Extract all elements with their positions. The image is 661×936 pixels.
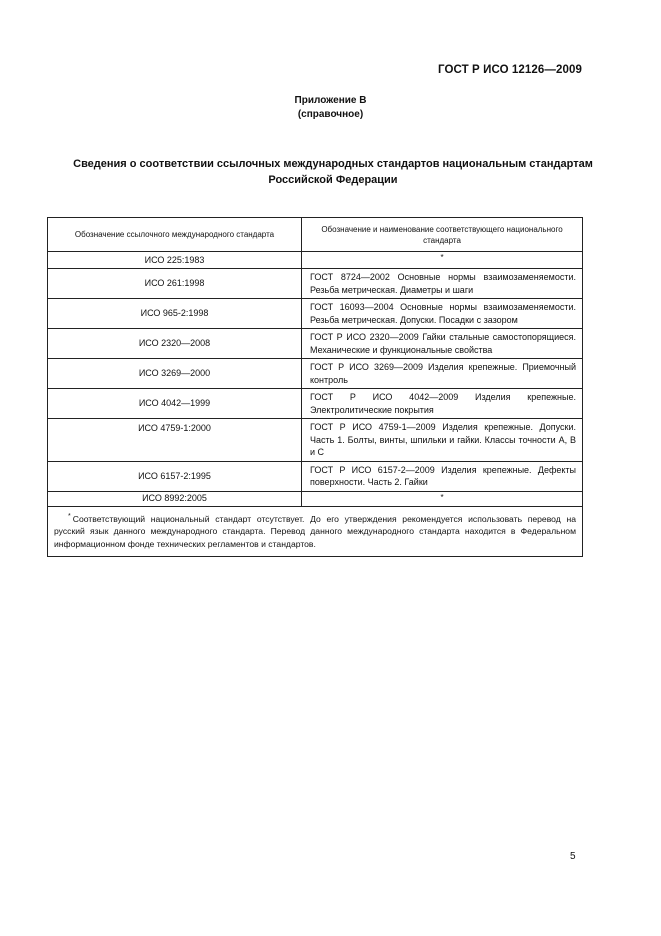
national-standard-cell: * (302, 252, 583, 269)
appendix-title: Приложение В (294, 95, 367, 106)
national-standard-cell: ГОСТ Р ИСО 2320—2009 Гайки стальные самостопорящиеся. Механические и функциональные свойства (302, 329, 583, 359)
table-row (48, 252, 583, 269)
table-row (48, 299, 583, 329)
national-standard-cell: ГОСТ Р ИСО 3269—2009 Изделия крепежные. Приемочный контроль (302, 359, 583, 389)
reference-standard-cell: ИСО 8992:2005 (48, 491, 302, 506)
reference-standard-cell: ИСО 965-2:1998 (48, 299, 302, 329)
reference-standard-cell: ИСО 225:1983 (48, 252, 302, 269)
reference-standard-cell: ИСО 4042—1999 (48, 389, 302, 419)
document-code: ГОСТ Р ИСО 12126—2009 (437, 64, 582, 76)
section-title-line-2: Российской Федерации (268, 174, 398, 186)
table-row (48, 359, 583, 389)
reference-standard-cell: ИСО 3269—2000 (48, 359, 302, 389)
table-row (48, 389, 583, 419)
national-standard-cell: * (302, 491, 583, 506)
table-row (48, 419, 583, 462)
table-footnote (48, 506, 583, 557)
page-number: 5 (570, 851, 576, 862)
section-title (40, 156, 626, 188)
column-header-reference: Обозначение ссылочного международного стандарта (48, 218, 302, 252)
national-standard-cell: ГОСТ Р ИСО 6157-2—2009 Изделия крепежные. Дефекты поверхности. Часть 2. Гайки (302, 461, 583, 491)
national-standard-cell: ГОСТ Р ИСО 4759-1—2009 Изделия крепежные. Допуски. Часть 1. Болты, винты, шпильки и гайки. Классы точности А, В и С (302, 419, 583, 462)
standards-correspondence-table (47, 217, 583, 557)
table-row (48, 269, 583, 299)
appendix-subtitle: (справочное) (297, 109, 364, 120)
table-row (48, 491, 583, 506)
appendix-heading (0, 94, 661, 122)
section-title-line-1: Сведения о соответствии ссылочных международных стандартов национальным стандартам (73, 158, 593, 170)
footnote-text: Соответствующий национальный стандарт отсутствует. До его утверждения рекомендуется использовать перевод на русский язык данного международного стандарта. Перевод данного международного стандарта находится в Федеральном информационном фонде технических регламентов и стандартов. (54, 513, 576, 549)
table-row (48, 329, 583, 359)
national-standard-cell: ГОСТ 16093—2004 Основные нормы взаимозаменяемости. Резьба метрическая. Допуски. Посадки с зазором (302, 299, 583, 329)
reference-standard-cell: ИСО 261:1998 (48, 269, 302, 299)
reference-standard-cell: ИСО 6157-2:1995 (48, 461, 302, 491)
national-standard-cell: ГОСТ Р ИСО 4042—2009 Изделия крепежные. Электролитические покрытия (302, 389, 583, 419)
national-standard-cell: ГОСТ 8724—2002 Основные нормы взаимозаменяемости. Резьба метрическая. Диаметры и шаги (302, 269, 583, 299)
reference-standard-cell: ИСО 2320—2008 (48, 329, 302, 359)
reference-standard-cell: ИСО 4759-1:2000 (48, 419, 302, 462)
table-header-row (48, 218, 583, 252)
table-footnote-row (48, 506, 583, 557)
column-header-national: Обозначение и наименование соответствующего национального стандарта (302, 218, 583, 252)
footnote-mark: * (68, 512, 71, 520)
table-row (48, 461, 583, 491)
